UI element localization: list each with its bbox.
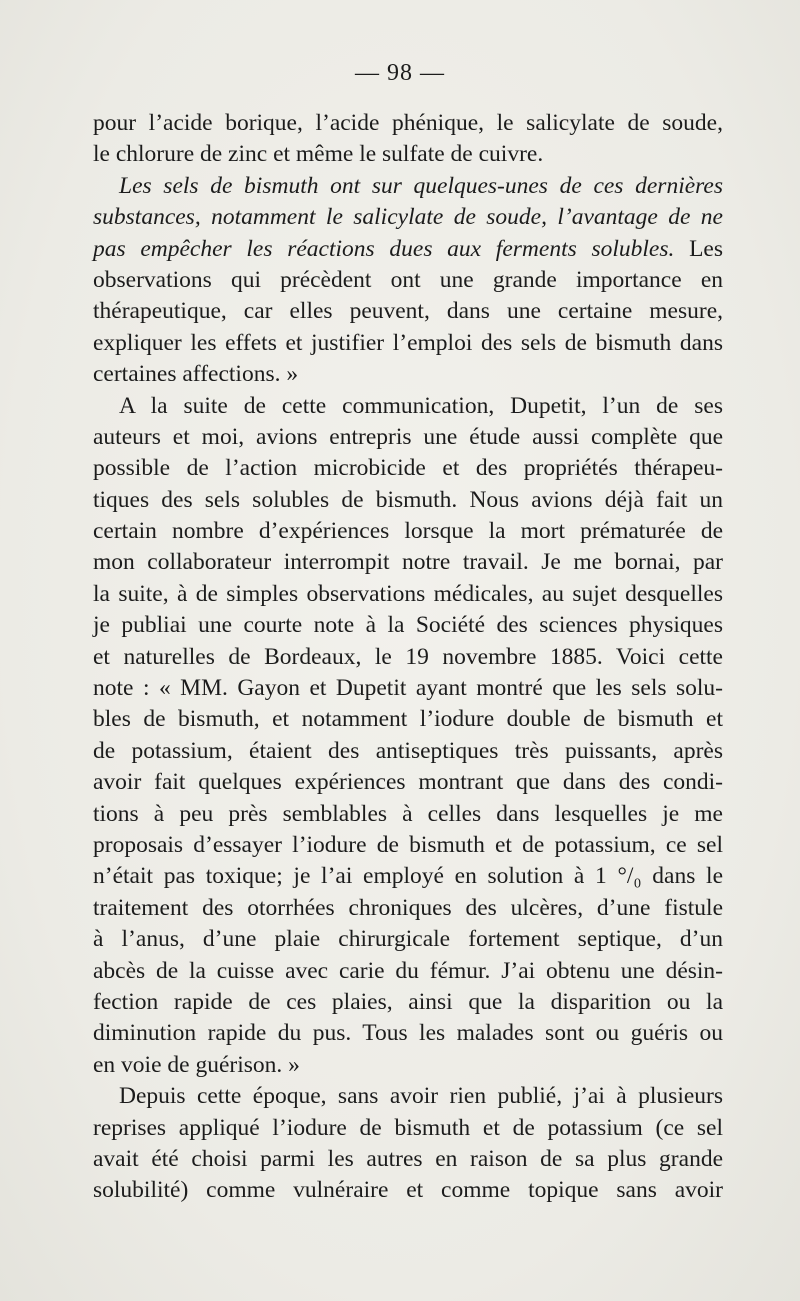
text-line: le chlorure de zinc et même le sulfate de cuivre. [93, 141, 544, 168]
text-line: Depuis cette époque, sans avoir rien publié, j’ai à plusieurs [119, 1083, 723, 1110]
text-line: note : « MM. Gayon et Dupetit ayant montré que les sels solu- [93, 675, 723, 702]
text-line: substances, notamment le salicylate de soude, l’avantage de ne [93, 204, 723, 231]
text-line: bles de bismuth, et notamment l’iodure double de bismuth et [93, 706, 723, 733]
italic-text: pas empêcher les réactions dues aux ferments solubles. [93, 235, 675, 262]
text-line: possible de l’action microbicide et des propriétés thérapeu- [93, 455, 723, 482]
text-line: avoir fait quelques expériences montrant que dans des condi- [93, 769, 723, 796]
text-line: et naturelles de Bordeaux, le 19 novembre 1885. Voici cette [93, 643, 723, 670]
body-text [93, 108, 723, 1207]
text-line: diminution rapide du pus. Tous les malades sont ou guéris ou [93, 1020, 723, 1047]
text-line: expliquer les effets et justifier l’emploi des sels de bismuth dans [93, 329, 723, 356]
roman-text: Les [689, 235, 724, 262]
text-line: proposais d’essayer l’iodure de bismuth et de potassium, ce sel [93, 831, 723, 858]
text-line: fection rapide de ces plaies, ainsi que la disparition ou la [93, 988, 723, 1015]
text-line: en voie de guérison. » [93, 1051, 300, 1078]
text-line: certaines affections. » [93, 361, 299, 388]
text-line: reprises appliqué l’iodure de bismuth et de potassium (ce sel [93, 1114, 723, 1141]
text-line: certain nombre d’expériences lorsque la mort prématurée de [93, 518, 723, 545]
text-line: traitement des otorrhées chroniques des ulcères, d’une fistule [93, 894, 723, 921]
text-line: tions à peu près semblables à celles dans lesquelles je me [93, 800, 723, 827]
text-line [93, 234, 723, 265]
text-line: thérapeutique, car elles peuvent, dans une certaine mesure, [93, 298, 723, 325]
text-line: je publiai une courte note à la Société des sciences physiques [93, 612, 723, 639]
text-line: pour l’acide borique, l’acide phénique, le salicylate de soude, [93, 110, 723, 136]
text-line: de potassium, étaient des antiseptiques très puissants, après [93, 737, 723, 764]
text-line: avait été choisi parmi les autres en raison de sa plus grande [93, 1145, 723, 1172]
text-line: solubilité) comme vulnéraire et comme topique sans avoir [93, 1177, 723, 1204]
text-line: à l’anus, d’une plaie chirurgicale fortement septique, d’un [93, 926, 723, 953]
text-line: tiques des sels solubles de bismuth. Nous avions déjà fait un [93, 486, 723, 513]
text-line: A la suite de cette communication, Dupetit, l’un de ses [119, 392, 723, 419]
text-line: n’était pas toxique; je l’ai employé en solution à 1 °/₀ dans le [93, 863, 723, 890]
text-line: auteurs et moi, avions entrepris une étude aussi complète que [93, 423, 723, 450]
text-line: Les sels de bismuth ont sur quelques-unes de ces dernières [119, 172, 723, 199]
text-line: mon collaborateur interrompit notre travail. Je me bornai, par [93, 549, 723, 576]
text-line: observations qui précèdent ont une grande importance en [93, 266, 723, 293]
page-number: — 98 — [355, 60, 445, 86]
text-line: abcès de la cuisse avec carie du fémur. J’ai obtenu une désin- [93, 957, 723, 984]
text-line: la suite, à de simples observations médicales, au sujet desquelles [93, 580, 723, 607]
